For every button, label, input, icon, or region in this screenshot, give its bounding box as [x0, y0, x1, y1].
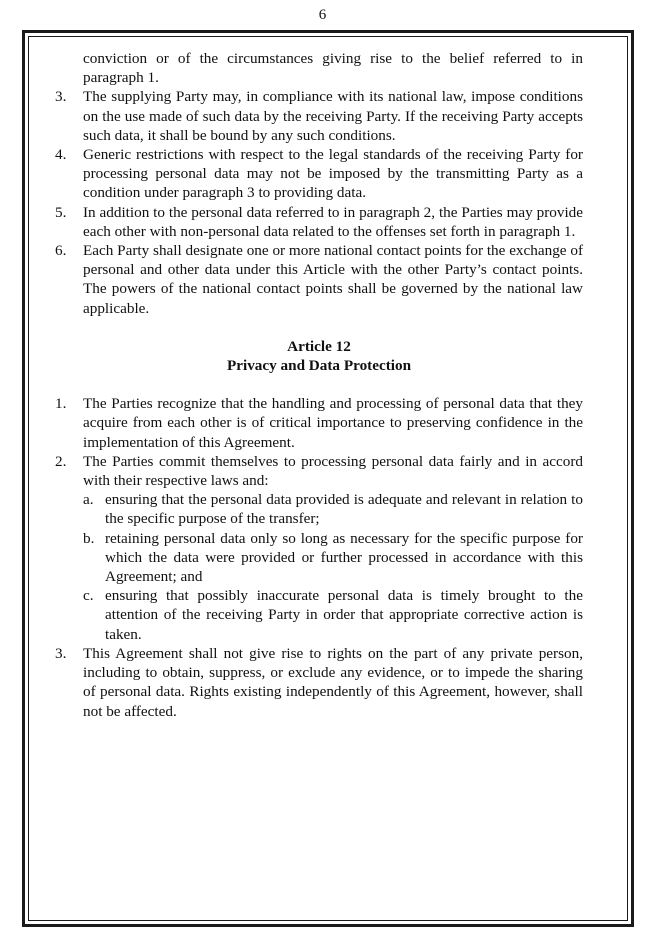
spacer — [55, 375, 583, 394]
paragraph-text: The Parties recognize that the handling and processing of personal data that they acquire from each other is of critical importance to preserving confidence in the implementation of this Agreement. — [83, 395, 583, 451]
paragraph-text: Each Party shall designate one or more national contact points for the exchange of personal and other data under this Article with the other Party’s contact points. The powers of the national contact points shall be governed by the national law applicable. — [83, 242, 583, 317]
subitem-c — [55, 586, 583, 644]
paragraph-number: 5. — [55, 203, 67, 221]
document-body — [55, 49, 583, 721]
subitem-letter: b. — [83, 529, 95, 547]
subitem-letter: a. — [83, 491, 94, 509]
subitem-text: ensuring that possibly inaccurate personal data is timely brought to the attention of the receiving Party in order that appropriate corrective action is taken. — [105, 587, 583, 643]
subitem-text: ensuring that the personal data provided is adequate and relevant in relation to the specific purpose of the transfer; — [105, 491, 583, 528]
article12-paragraph-3 — [55, 644, 583, 721]
article12-paragraph-2 — [55, 452, 583, 490]
article-title: Privacy and Data Protection — [226, 357, 412, 375]
paragraph-4 — [55, 145, 583, 203]
article-number: Article 12 — [287, 337, 351, 355]
paragraph-5 — [55, 203, 583, 241]
page-number: 6 — [318, 7, 327, 23]
paragraph-6 — [55, 241, 583, 318]
subitem-text: retaining personal data only so long as necessary for the specific purpose for which the data were provided or further processed in accordance with this Agreement; and — [105, 529, 583, 586]
article12-paragraph-1 — [55, 394, 583, 452]
paragraph-number: 3. — [55, 88, 67, 106]
paragraph-3 — [55, 87, 583, 145]
paragraph-text: In addition to the personal data referred to in paragraph 2, the Parties may provide each other with non-personal data related to the offenses set forth in paragraph 1. — [83, 203, 583, 240]
paragraph-number: 2. — [55, 452, 67, 470]
subitem-letter: c. — [83, 587, 94, 605]
subitem-a — [55, 490, 583, 528]
subitem-b — [55, 529, 583, 587]
paragraph-text: The Parties commit themselves to processing personal data fairly and in accord with their respective laws and: — [83, 452, 583, 490]
page-border — [22, 30, 634, 927]
paragraph-text: The supplying Party may, in compliance with its national law, impose conditions on the use made of such data by the receiving Party. If the receiving Party accepts such data, it shall be bound by any such conditions. — [83, 88, 583, 144]
paragraph-number: 1. — [55, 395, 67, 413]
paragraph-number: 3. — [55, 644, 67, 662]
paragraph-text: This Agreement shall not give rise to rights on the part of any private person, including to obtain, suppress, or exclude any evidence, or to impede the sharing of personal data. Rights existing independently of this Agreement, however, shall not be affected. — [83, 644, 583, 720]
paragraph-number: 4. — [55, 146, 67, 164]
continuation-text: conviction or of the circumstances giving rise to the belief referred to in paragraph 1. — [83, 50, 583, 87]
paragraph-number: 6. — [55, 242, 67, 260]
paragraph-text: Generic restrictions with respect to the legal standards of the receiving Party for processing personal data may not be imposed by the transmitting Party as a condition under paragraph 3 to providing data. — [83, 146, 583, 202]
